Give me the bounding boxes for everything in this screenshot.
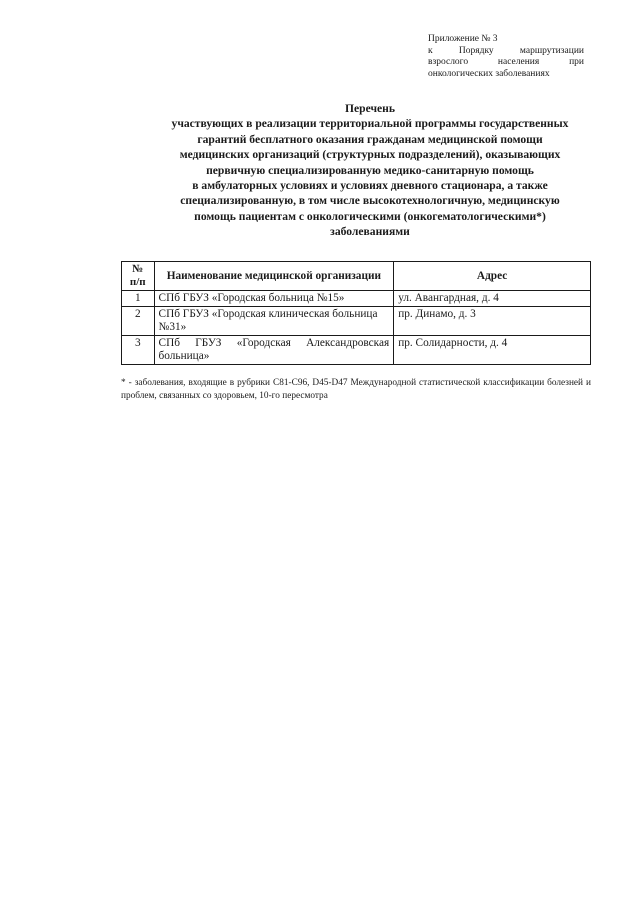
- table-row: [122, 336, 591, 365]
- appendix-line-3: [428, 57, 584, 69]
- row-number: 3: [122, 336, 155, 365]
- appendix-word: к: [428, 45, 433, 56]
- title-line: заболеваниями: [330, 225, 410, 239]
- organization-address: пр. Динамо, д. 3: [394, 307, 591, 336]
- appendix-word: Порядку: [458, 45, 494, 56]
- organization-address: пр. Солидарности, д. 4: [394, 336, 591, 365]
- title-line: медицинских организаций (структурных подразделений), оказывающих: [179, 148, 561, 162]
- organizations-table: [121, 261, 591, 365]
- title-line: первичную специализированную медико-санитарную помощь: [206, 163, 534, 177]
- appendix-word: взрослого: [428, 57, 469, 67]
- appendix-word: маршрутизации: [519, 45, 584, 56]
- header-address: Адрес: [394, 262, 591, 291]
- appendix-word: населения: [497, 57, 540, 67]
- row-number: 2: [122, 307, 155, 336]
- title-line: участвующих в реализации территориальной программы государственных: [171, 117, 569, 131]
- title-line: гарантий бесплатного оказания гражданам медицинской помощи: [197, 132, 543, 146]
- document-title: [150, 101, 590, 240]
- organization-address: ул. Авангардная, д. 4: [394, 291, 591, 307]
- title-line: специализированную, в том числе высокотехнологичную, медицинскую: [180, 194, 560, 208]
- appendix-line-4: онкологических заболеваниях: [428, 68, 550, 79]
- header-number: [122, 262, 155, 291]
- title-line: Перечень: [345, 102, 395, 115]
- title-line: в амбулаторных условиях и условиях дневного стационара, а также: [192, 179, 548, 193]
- row-number: 1: [122, 291, 155, 307]
- table-row: [122, 307, 591, 336]
- table-header-row: [122, 262, 591, 291]
- organization-name: СПб ГБУЗ «Городская Александровская больница»: [154, 336, 394, 365]
- header-organization-name: Наименование медицинской организации: [154, 262, 394, 291]
- table-row: [122, 291, 591, 307]
- organization-name: СПб ГБУЗ «Городская больница №15»: [154, 291, 394, 307]
- header-number-abbr: п/п: [129, 276, 146, 288]
- appendix-number: Приложение № 3: [428, 34, 498, 44]
- appendix-word: при: [569, 57, 584, 67]
- organization-name: СПб ГБУЗ «Городская клиническая больница №31»: [154, 307, 394, 336]
- header-number-symbol: №: [132, 263, 144, 275]
- footnote: * - заболевания, входящие в рубрики С81-С96, D45-D47 Международной статистической классификации болезней и проблем, связанных со здоровьем, 10-го пересмотра: [121, 378, 591, 401]
- appendix-line-2: [428, 46, 584, 58]
- title-line: помощь пациентам с онкологическими (онкогематологическими*): [194, 209, 546, 223]
- appendix-header: [428, 34, 584, 80]
